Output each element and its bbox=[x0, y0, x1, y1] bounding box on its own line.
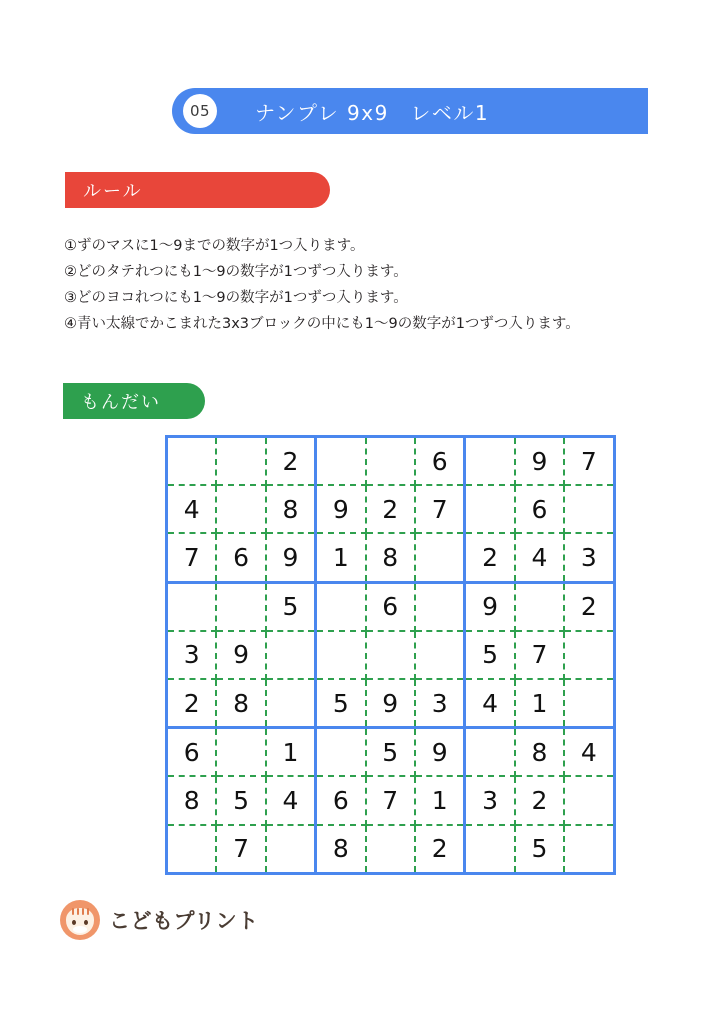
sudoku-cell[interactable]: 6 bbox=[515, 485, 564, 533]
sudoku-cell[interactable]: 6 bbox=[167, 728, 217, 777]
sudoku-cell[interactable] bbox=[266, 825, 316, 874]
sudoku-cell[interactable] bbox=[216, 437, 265, 486]
sudoku-cell[interactable] bbox=[216, 728, 265, 777]
sudoku-cell[interactable] bbox=[465, 485, 515, 533]
sudoku-cell[interactable]: 7 bbox=[167, 533, 217, 582]
sudoku-cell[interactable]: 3 bbox=[415, 679, 465, 728]
sudoku-cell[interactable]: 7 bbox=[216, 825, 265, 874]
sudoku-cell[interactable] bbox=[564, 679, 614, 728]
sudoku-cell[interactable] bbox=[465, 728, 515, 777]
sudoku-cell[interactable]: 8 bbox=[316, 825, 366, 874]
sudoku-row bbox=[167, 437, 615, 486]
sudoku-cell[interactable]: 2 bbox=[415, 825, 465, 874]
sudoku-cell[interactable]: 6 bbox=[415, 437, 465, 486]
sudoku-cell[interactable]: 5 bbox=[515, 825, 564, 874]
worksheet-title-bar bbox=[172, 88, 648, 134]
sudoku-cell[interactable]: 4 bbox=[167, 485, 217, 533]
sudoku-cell[interactable] bbox=[167, 582, 217, 631]
sudoku-cell[interactable]: 6 bbox=[316, 776, 366, 824]
sudoku-cell[interactable] bbox=[316, 582, 366, 631]
sudoku-cell[interactable]: 8 bbox=[366, 533, 415, 582]
sudoku-cell[interactable]: 5 bbox=[216, 776, 265, 824]
sudoku-cell[interactable]: 6 bbox=[366, 582, 415, 631]
sudoku-cell[interactable]: 5 bbox=[366, 728, 415, 777]
rule-line: ①ずのマスに1～9までの数字が1つ入ります。 bbox=[64, 238, 365, 254]
sudoku-cell[interactable]: 1 bbox=[515, 679, 564, 728]
sudoku-cell[interactable]: 9 bbox=[515, 437, 564, 486]
sudoku-cell[interactable] bbox=[564, 631, 614, 679]
sudoku-cell[interactable] bbox=[316, 631, 366, 679]
sudoku-cell[interactable]: 9 bbox=[216, 631, 265, 679]
cat-face-icon bbox=[60, 900, 100, 940]
worksheet-number-badge: 05 bbox=[183, 94, 217, 128]
sudoku-cell[interactable] bbox=[515, 582, 564, 631]
sudoku-cell[interactable] bbox=[366, 437, 415, 486]
sudoku-cell[interactable]: 1 bbox=[415, 776, 465, 824]
problem-section-banner bbox=[63, 383, 205, 419]
sudoku-row bbox=[167, 533, 615, 582]
rule-line: ③どのヨコれつにも1～9の数字が1つずつ入ります。 bbox=[64, 290, 408, 306]
sudoku-cell[interactable]: 4 bbox=[515, 533, 564, 582]
sudoku-cell[interactable]: 9 bbox=[465, 582, 515, 631]
sudoku-cell[interactable]: 2 bbox=[564, 582, 614, 631]
sudoku-row bbox=[167, 776, 615, 824]
rule-line: ②どのタテれつにも1～9の数字が1つずつ入ります。 bbox=[64, 264, 408, 280]
rule-line: ④青い太線でかこまれた3x3ブロックの中にも1～9の数字が1つずつ入ります。 bbox=[64, 316, 580, 332]
cat-stripes-icon bbox=[71, 908, 89, 916]
sudoku-row bbox=[167, 485, 615, 533]
sudoku-cell[interactable] bbox=[564, 485, 614, 533]
sudoku-cell[interactable]: 5 bbox=[465, 631, 515, 679]
page-title: ナンプレ 9x9 レベル1 bbox=[255, 100, 490, 125]
cat-eye-right-icon bbox=[84, 920, 88, 925]
sudoku-cell[interactable] bbox=[167, 437, 217, 486]
sudoku-cell[interactable] bbox=[266, 631, 316, 679]
sudoku-cell[interactable]: 9 bbox=[366, 679, 415, 728]
sudoku-cell[interactable] bbox=[266, 679, 316, 728]
rules-banner-label: ルール bbox=[83, 181, 143, 202]
sudoku-row bbox=[167, 631, 615, 679]
sudoku-cell[interactable] bbox=[564, 776, 614, 824]
brand-logo bbox=[60, 900, 259, 940]
sudoku-cell[interactable]: 8 bbox=[167, 776, 217, 824]
sudoku-cell[interactable]: 1 bbox=[266, 728, 316, 777]
sudoku-cell[interactable]: 2 bbox=[167, 679, 217, 728]
sudoku-row bbox=[167, 728, 615, 777]
brand-name: こどもプリント bbox=[109, 909, 259, 933]
cat-eye-left-icon bbox=[72, 920, 76, 925]
sudoku-row bbox=[167, 679, 615, 728]
sudoku-cell[interactable] bbox=[366, 631, 415, 679]
rules-section-banner bbox=[65, 172, 330, 208]
sudoku-cell[interactable] bbox=[415, 631, 465, 679]
sudoku-cell[interactable]: 2 bbox=[465, 533, 515, 582]
sudoku-cell[interactable]: 4 bbox=[564, 728, 614, 777]
sudoku-cell[interactable]: 1 bbox=[316, 533, 366, 582]
sudoku-grid[interactable] bbox=[165, 435, 616, 875]
sudoku-cell[interactable]: 4 bbox=[266, 776, 316, 824]
sudoku-row bbox=[167, 825, 615, 874]
sudoku-cell[interactable] bbox=[564, 825, 614, 874]
sudoku-cell[interactable]: 5 bbox=[266, 582, 316, 631]
sudoku-cell[interactable] bbox=[465, 437, 515, 486]
sudoku-cell[interactable]: 8 bbox=[266, 485, 316, 533]
sudoku-cell[interactable]: 7 bbox=[564, 437, 614, 486]
sudoku-cell[interactable]: 9 bbox=[266, 533, 316, 582]
sudoku-cell[interactable]: 3 bbox=[465, 776, 515, 824]
sudoku-cell[interactable]: 4 bbox=[465, 679, 515, 728]
sudoku-cell[interactable]: 7 bbox=[366, 776, 415, 824]
sudoku-cell[interactable]: 7 bbox=[515, 631, 564, 679]
sudoku-cell[interactable]: 9 bbox=[316, 485, 366, 533]
sudoku-cell[interactable]: 6 bbox=[216, 533, 265, 582]
sudoku-cell[interactable] bbox=[465, 825, 515, 874]
sudoku-cell[interactable]: 8 bbox=[515, 728, 564, 777]
sudoku-cell[interactable] bbox=[216, 485, 265, 533]
sudoku-cell[interactable] bbox=[316, 728, 366, 777]
sudoku-cell[interactable] bbox=[415, 533, 465, 582]
problem-banner-label: もんだい bbox=[81, 392, 161, 413]
sudoku-cell[interactable]: 8 bbox=[216, 679, 265, 728]
sudoku-cell[interactable]: 5 bbox=[316, 679, 366, 728]
sudoku-cell[interactable]: 2 bbox=[515, 776, 564, 824]
sudoku-cell[interactable]: 3 bbox=[167, 631, 217, 679]
sudoku-grid-container bbox=[165, 435, 597, 864]
sudoku-cell[interactable] bbox=[167, 825, 217, 874]
cat-muzzle-icon bbox=[73, 926, 87, 933]
sudoku-cell[interactable] bbox=[316, 437, 366, 486]
sudoku-cell[interactable] bbox=[366, 825, 415, 874]
sudoku-cell[interactable]: 3 bbox=[564, 533, 614, 582]
sudoku-cell[interactable] bbox=[216, 582, 265, 631]
sudoku-cell[interactable]: 7 bbox=[415, 485, 465, 533]
rules-list bbox=[64, 233, 664, 337]
sudoku-cell[interactable]: 2 bbox=[366, 485, 415, 533]
sudoku-cell[interactable] bbox=[415, 582, 465, 631]
sudoku-cell[interactable]: 2 bbox=[266, 437, 316, 486]
sudoku-row bbox=[167, 582, 615, 631]
sudoku-cell[interactable]: 9 bbox=[415, 728, 465, 777]
